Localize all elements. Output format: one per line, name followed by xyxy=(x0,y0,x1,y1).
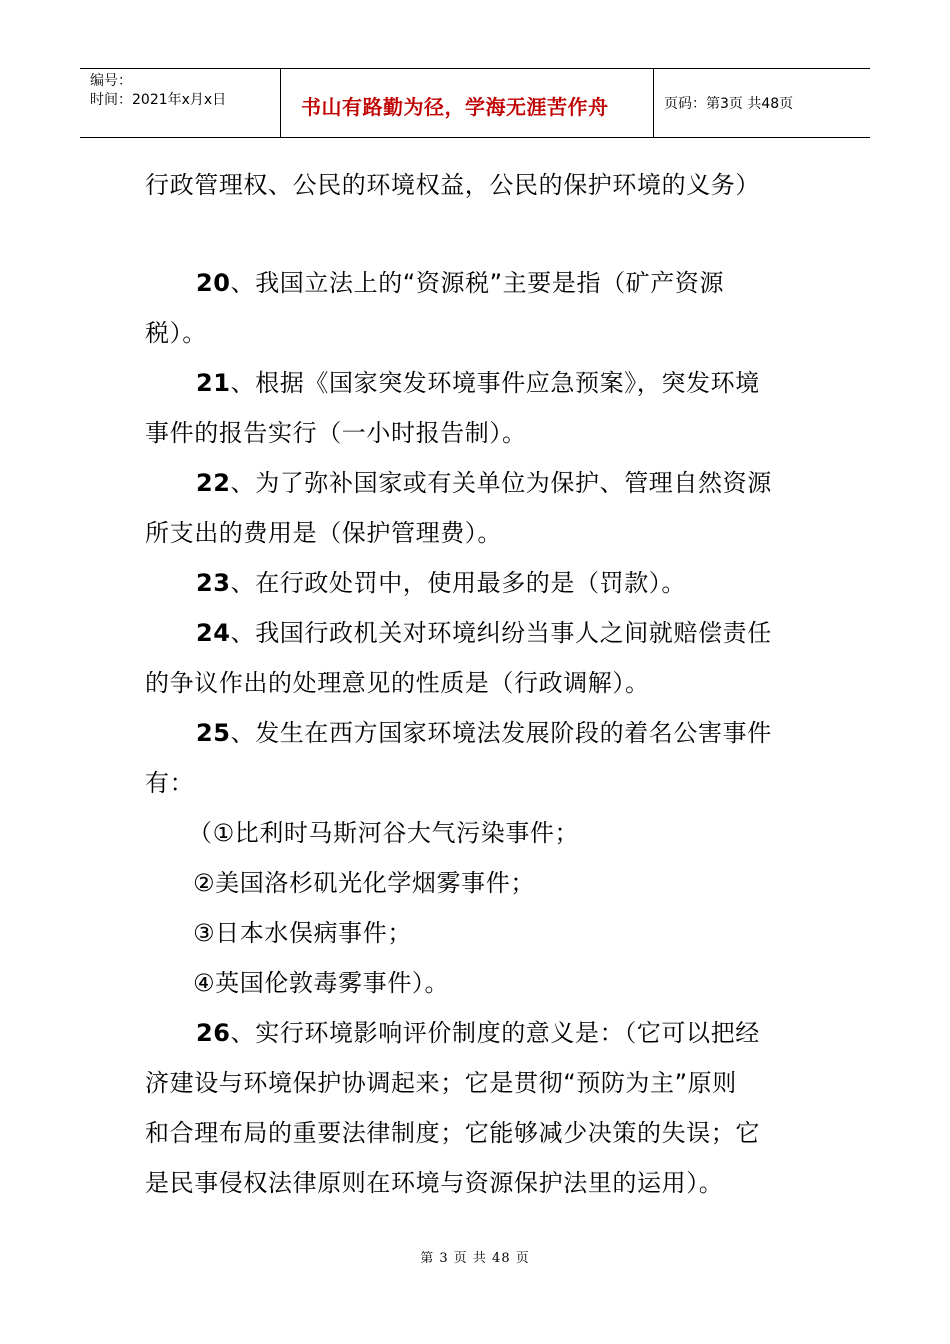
question-25-item-1: （①比利时马斯河谷大气污染事件； xyxy=(188,819,580,847)
question-24-line-2: 的争议作出的处理意见的性质是（行政调解）。 xyxy=(145,669,650,697)
question-26-line-3: 和合理布局的重要法律制度；它能够减少决策的失误；它 xyxy=(145,1119,760,1147)
header-motto: 书山有路勤为径，学海无涯苦作舟 xyxy=(301,95,609,119)
question-25-line-2: 有： xyxy=(145,769,195,797)
question-text: 、我国行政机关对环境纠纷当事人之间就赔偿责任 xyxy=(230,619,772,647)
question-25-item-4: ④英国伦敦毒雾事件）。 xyxy=(193,969,450,997)
question-number: 25 xyxy=(196,719,231,747)
question-26-line-1 xyxy=(196,1018,760,1048)
question-text: 、实行环境影响评价制度的意义是：（它可以把经 xyxy=(230,1019,760,1047)
question-number: 23 xyxy=(196,569,231,597)
question-20-line-2: 税）。 xyxy=(145,319,207,347)
header-page-cell xyxy=(654,69,870,137)
question-26-line-4: 是民事侵权法律原则在环境与资源保护法里的运用）。 xyxy=(145,1169,724,1197)
question-text: 、为了弥补国家或有关单位为保护、管理自然资源 xyxy=(230,469,772,497)
question-25-item-2: ②美国洛杉矶光化学烟雾事件； xyxy=(193,869,535,897)
page-footer: 第 3 页 共 48 页 xyxy=(420,1251,530,1266)
question-text: 、在行政处罚中，使用最多的是（罚款）。 xyxy=(230,569,687,597)
document-number-label: 编号： xyxy=(90,73,132,89)
document-date-label: 时间：2021年x月x日 xyxy=(90,92,227,108)
question-21-line-1 xyxy=(196,368,760,398)
question-number: 26 xyxy=(196,1019,231,1047)
question-text: 、我国立法上的“资源税”主要是指（矿产资源 xyxy=(230,269,725,297)
question-21-line-2: 事件的报告实行（一小时报告制）。 xyxy=(145,419,527,447)
question-22-line-1 xyxy=(196,468,772,498)
question-26-line-2: 济建设与环境保护协调起来；它是贯彻“预防为主”原则 xyxy=(145,1069,737,1097)
question-number: 21 xyxy=(196,369,231,397)
question-number: 20 xyxy=(196,269,231,297)
question-25-line-1 xyxy=(196,718,772,748)
question-text: 、根据《国家突发环境事件应急预案》，突发环境 xyxy=(230,369,760,397)
question-25-item-3: ③日本水俣病事件； xyxy=(193,919,412,947)
question-number: 22 xyxy=(196,469,231,497)
question-20-line-1 xyxy=(196,268,724,298)
question-number: 24 xyxy=(196,619,231,647)
header-page-info: 页码：第3页 共48页 xyxy=(664,96,794,112)
paragraph-continued: 行政管理权、公民的环境权益，公民的保护环境的义务） xyxy=(145,171,760,199)
header-motto-cell xyxy=(281,69,654,137)
question-22-line-2: 所支出的费用是（保护管理费）。 xyxy=(145,519,502,547)
question-24-line-1 xyxy=(196,618,772,648)
header-meta-cell xyxy=(80,69,281,137)
question-text: 、发生在西方国家环境法发展阶段的着名公害事件 xyxy=(230,719,772,747)
question-23-line-1 xyxy=(196,568,686,598)
page-header xyxy=(80,68,870,138)
